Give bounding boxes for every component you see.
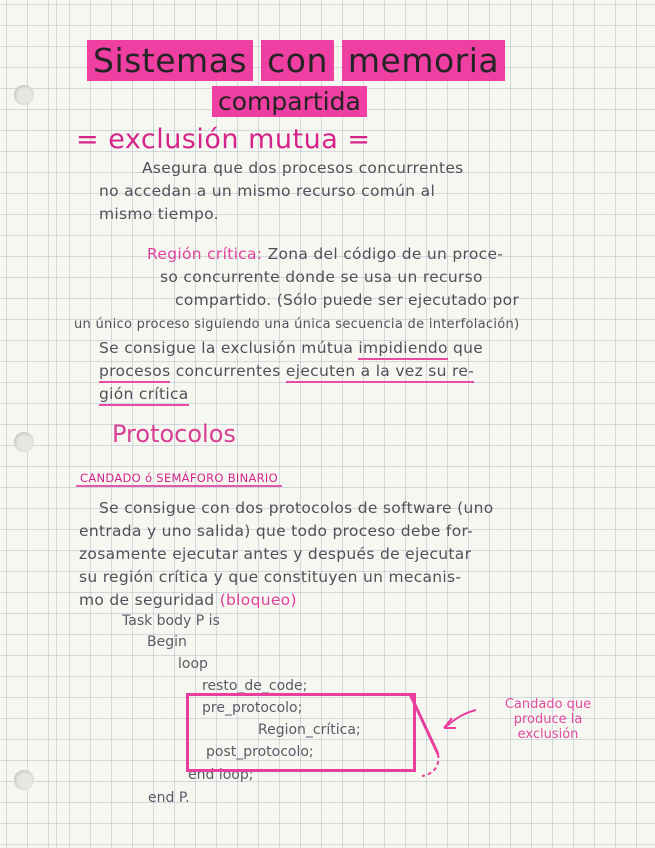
code-line: post_protocolo; xyxy=(206,744,314,760)
underlined-word: gión crítica xyxy=(99,385,189,406)
code-line: loop xyxy=(178,656,208,672)
code-line: end P. xyxy=(148,790,190,806)
curve-line xyxy=(422,754,438,776)
code-line: resto_de_code; xyxy=(202,678,308,694)
page-title xyxy=(87,40,505,81)
body-line: Asegura que dos procesos concurrentes xyxy=(142,159,464,177)
subsection-label: CANDADO ó SEMÁFORO BINARIO xyxy=(76,471,282,487)
title-word: memoria xyxy=(342,40,505,81)
body-line: zosamente ejecutar antes y después de ejecutar xyxy=(79,545,472,563)
pink-note: (bloqueo) xyxy=(219,591,297,609)
definition-line xyxy=(147,245,503,263)
bracket-line xyxy=(410,694,438,754)
arrow-icon xyxy=(444,710,476,728)
binder-hole xyxy=(14,770,34,790)
protocol-highlight-box xyxy=(186,693,416,772)
page-subtitle xyxy=(212,86,367,117)
underlined-word: procesos xyxy=(99,362,170,383)
body-line: un único proceso siguiendo una única secuencia de interfolación) xyxy=(74,317,520,332)
body-line: compartido. (Sólo puede ser ejecutado por xyxy=(175,291,520,309)
code-line: end loop; xyxy=(188,767,254,783)
title-word: con xyxy=(261,40,334,81)
side-note: Candado que produce la exclusión xyxy=(504,697,592,742)
binder-hole xyxy=(14,85,34,105)
code-line: pre_protocolo; xyxy=(202,700,303,716)
binder-hole xyxy=(14,432,34,452)
margin-line xyxy=(56,0,57,848)
body-line: mismo tiempo. xyxy=(99,205,219,223)
term: Región crítica: xyxy=(147,245,263,263)
body-line: Se consigue la exclusión mútua impidiendo que xyxy=(99,339,483,357)
title-word: compartida xyxy=(212,86,367,117)
body-line xyxy=(99,385,189,403)
code-line: Begin xyxy=(147,634,187,650)
code-line: Region_crítica; xyxy=(258,722,361,738)
body-line: entrada y uno salida) que todo proceso debe for- xyxy=(79,522,474,540)
section-heading: = exclusión mutua = xyxy=(76,124,371,155)
underlined-word: impidiendo xyxy=(358,339,447,360)
title-word: Sistemas xyxy=(87,40,253,81)
body-line: su región crítica y que constituyen un mecanis- xyxy=(79,568,462,586)
body-line: Se consigue con dos protocolos de software (uno xyxy=(99,499,494,517)
body-line: procesos concurrentes ejecuten a la vez su re- xyxy=(99,362,474,380)
body-line: so concurrente donde se usa un recurso xyxy=(160,268,483,286)
underlined-word: ejecuten a la vez su re- xyxy=(286,362,474,383)
annotation-drawing xyxy=(400,690,490,790)
body-line: mo de seguridad (bloqueo) xyxy=(79,591,297,609)
code-line: Task body P is xyxy=(122,613,220,629)
body-line: no accedan a un mismo recurso común al xyxy=(99,182,436,200)
section-heading: Protocolos xyxy=(112,420,236,448)
definition-text: Zona del código de un proce- xyxy=(267,245,504,263)
